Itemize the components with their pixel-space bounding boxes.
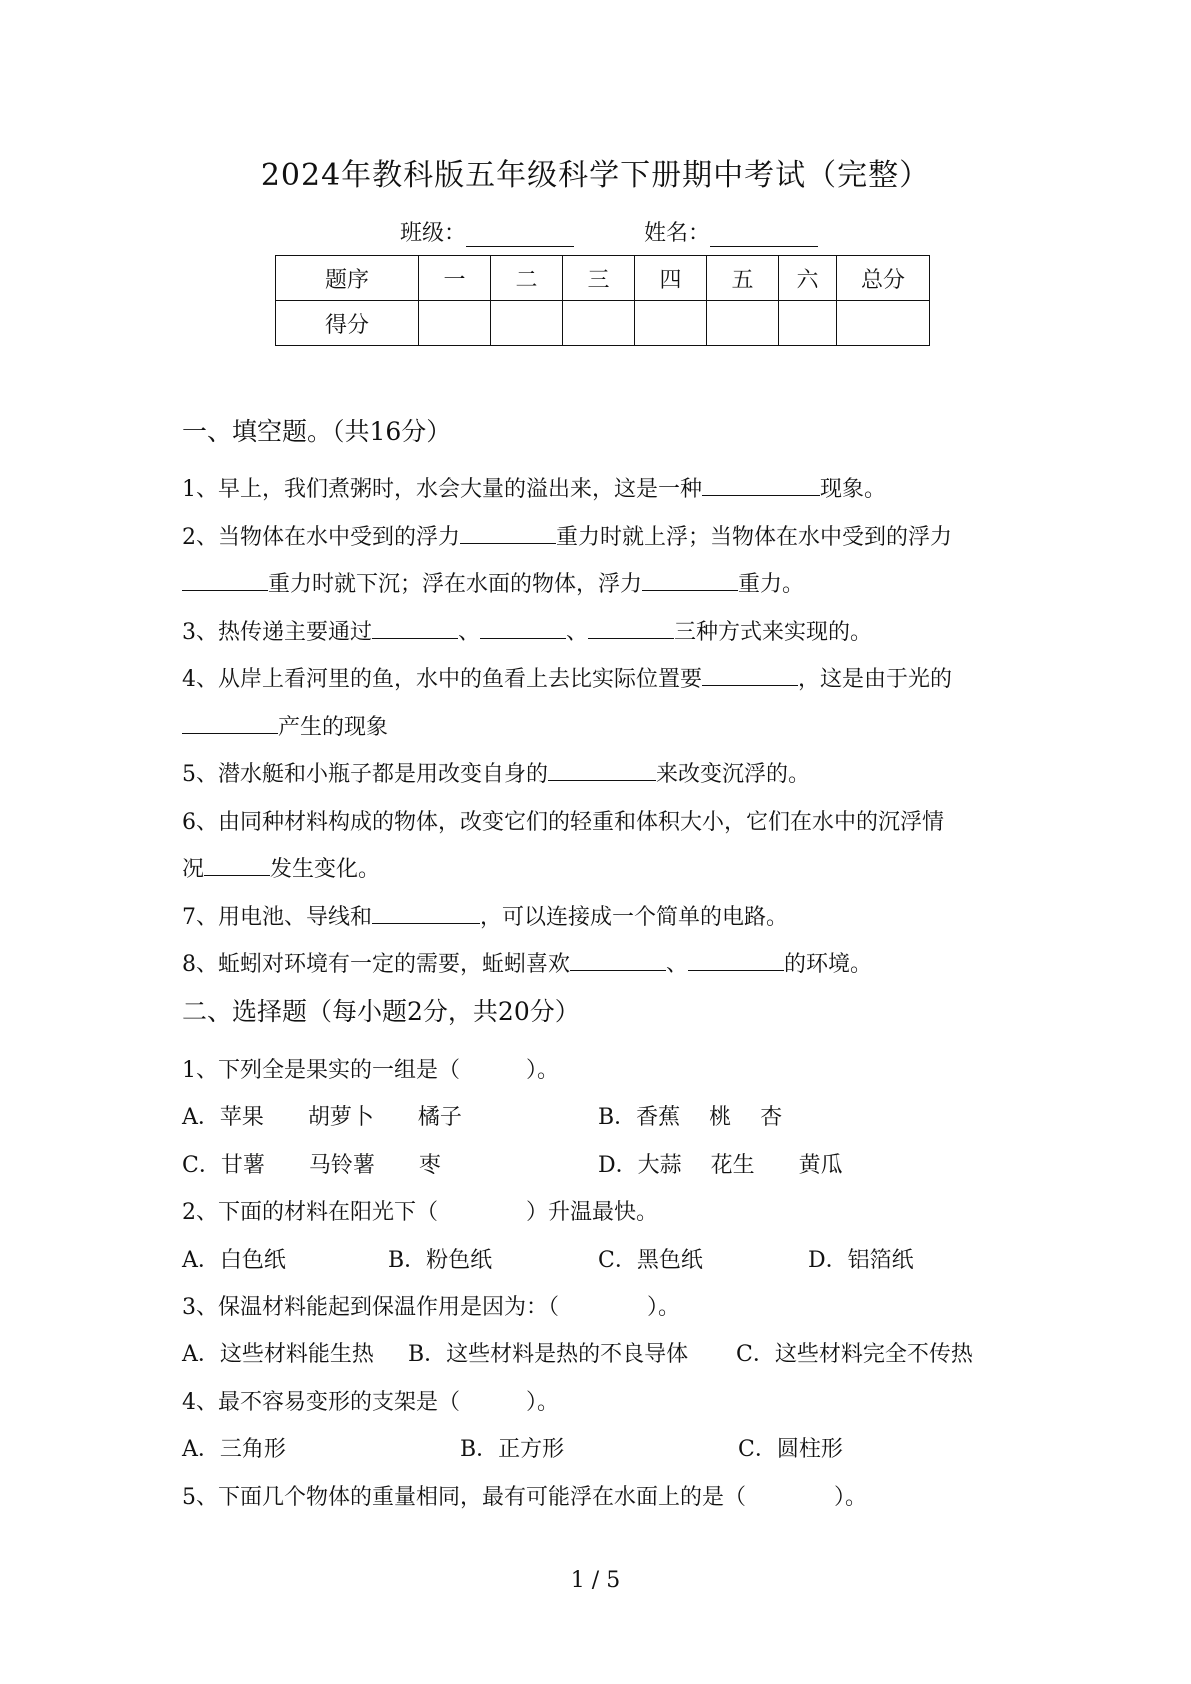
s2-q2-option-a[interactable]: A．白色纸 [182, 1248, 286, 1273]
answer-blank[interactable] [688, 948, 784, 971]
question-text: 产生的现象 [278, 715, 389, 740]
score-cell[interactable] [419, 301, 491, 346]
question-text: 7、用电池、导线和 [182, 905, 372, 930]
answer-blank[interactable] [460, 521, 556, 544]
answer-blank[interactable] [702, 663, 798, 686]
question-text: 1、早上，我们煮粥时，水会大量的溢出来，这是一种 [182, 477, 702, 502]
s1-question-1 [182, 472, 886, 503]
question-text: 、 [458, 620, 481, 645]
answer-blank[interactable] [548, 758, 656, 781]
answer-blank[interactable] [372, 901, 480, 924]
s1-question-4-cont [182, 710, 388, 741]
score-cell[interactable] [563, 301, 635, 346]
s1-question-8 [182, 947, 872, 978]
s2-q2-option-c[interactable]: C．黑色纸 [598, 1248, 703, 1273]
s2-q3-option-a[interactable]: A．这些材料能生热 [182, 1342, 374, 1367]
section2-heading: 二、选择题（每小题2分，共20分） [182, 997, 580, 1026]
header-cell: 三 [563, 256, 635, 301]
page-number: 1 / 5 [570, 1568, 621, 1593]
s1-question-2-cont [182, 567, 804, 598]
question-text: 、 [566, 620, 589, 645]
answer-blank[interactable] [702, 473, 820, 496]
question-text: 来改变沉浮的。 [656, 762, 811, 787]
s2-q2-option-b[interactable]: B．粉色纸 [388, 1248, 493, 1273]
header-cell: 五 [707, 256, 779, 301]
s2-question-4: 4、最不容易变形的支架是（ ）。 [182, 1390, 559, 1415]
s1-question-4 [182, 662, 952, 693]
header-cell: 题序 [276, 256, 419, 301]
question-text: 发生变化。 [270, 857, 381, 882]
question-text: 重力时就上浮；当物体在水中受到的浮力 [556, 525, 953, 550]
question-text: 重力时就下沉；浮在水面的物体，浮力 [268, 572, 643, 597]
question-text: 5、潜水艇和小瓶子都是用改变自身的 [182, 762, 548, 787]
question-text: 况 [182, 857, 205, 882]
question-text: 6、由同种材料构成的物体，改变它们的轻重和体积大小，它们在水中的沉浮情 [182, 810, 944, 835]
s1-question-6 [182, 805, 944, 836]
question-text: 三种方式来实现的。 [674, 620, 873, 645]
s2-question-3: 3、保温材料能起到保温作用是因为：（ ）。 [182, 1295, 680, 1320]
score-cell[interactable] [779, 301, 837, 346]
s2-q2-option-d[interactable]: D．铝箔纸 [808, 1248, 914, 1273]
question-text: 2、当物体在水中受到的浮力 [182, 525, 460, 550]
s2-q3-option-c[interactable]: C．这些材料完全不传热 [736, 1342, 973, 1367]
score-cell[interactable] [707, 301, 779, 346]
s2-question-1: 1、下列全是果实的一组是（ ）。 [182, 1058, 559, 1083]
question-text: 现象。 [820, 477, 887, 502]
header-cell: 六 [779, 256, 837, 301]
answer-blank[interactable] [204, 853, 270, 876]
score-cell[interactable] [837, 301, 930, 346]
s1-question-7 [182, 900, 788, 931]
s2-q1-option-b[interactable]: B．香蕉 桃 杏 [598, 1105, 783, 1130]
question-text: ，这是由于光的 [798, 667, 953, 692]
header-cell: 一 [419, 256, 491, 301]
answer-blank[interactable] [588, 616, 674, 639]
answer-blank[interactable] [480, 616, 566, 639]
answer-blank[interactable] [182, 568, 268, 591]
score-cell[interactable] [491, 301, 563, 346]
header-cell: 四 [635, 256, 707, 301]
score-table-header-row [276, 256, 930, 301]
answer-blank[interactable] [570, 948, 666, 971]
s2-q4-option-b[interactable]: B．正方形 [460, 1437, 565, 1462]
question-text: 8、蚯蚓对环境有一定的需要，蚯蚓喜欢 [182, 952, 570, 977]
question-text: 重力。 [738, 572, 805, 597]
score-table-score-row [276, 301, 930, 346]
question-text: 的环境。 [784, 952, 873, 977]
student-info [400, 216, 818, 247]
s2-q1-option-a[interactable]: A．苹果 胡萝卜 橘子 [182, 1105, 462, 1130]
score-cell[interactable] [635, 301, 707, 346]
answer-blank[interactable] [642, 568, 738, 591]
s1-question-5 [182, 757, 810, 788]
exam-title: 2024年教科版五年级科学下册期中考试（完整） [260, 158, 931, 193]
name-blank[interactable] [710, 222, 818, 247]
s2-q1-option-c[interactable]: C．甘薯 马铃薯 枣 [182, 1153, 441, 1178]
row-label-cell: 得分 [276, 301, 419, 346]
answer-blank[interactable] [372, 616, 458, 639]
question-text: 、 [666, 952, 689, 977]
s1-question-2 [182, 520, 952, 551]
answer-blank[interactable] [182, 711, 278, 734]
header-cell: 二 [491, 256, 563, 301]
s1-question-6-cont [182, 852, 380, 883]
question-text: 3、热传递主要通过 [182, 620, 372, 645]
question-text: ，可以连接成一个简单的电路。 [480, 905, 789, 930]
s1-question-3 [182, 615, 872, 646]
score-table [275, 255, 930, 346]
name-label: 姓名： [644, 221, 711, 246]
s2-q1-option-d[interactable]: D．大蒜 花生 黄瓜 [598, 1153, 843, 1178]
header-cell: 总分 [837, 256, 930, 301]
question-text: 4、从岸上看河里的鱼，水中的鱼看上去比实际位置要 [182, 667, 702, 692]
s2-q4-option-c[interactable]: C．圆柱形 [738, 1437, 843, 1462]
s2-question-5: 5、下面几个物体的重量相同，最有可能浮在水面上的是（ ）。 [182, 1485, 867, 1510]
s2-question-2: 2、下面的材料在阳光下（ ）升温最快。 [182, 1200, 658, 1225]
s2-q4-option-a[interactable]: A．三角形 [182, 1437, 286, 1462]
class-label: 班级： [400, 221, 467, 246]
s2-q3-option-b[interactable]: B．这些材料是热的不良导体 [408, 1342, 689, 1367]
class-blank[interactable] [466, 222, 574, 247]
section1-heading: 一、填空题。（共16分） [182, 417, 452, 446]
